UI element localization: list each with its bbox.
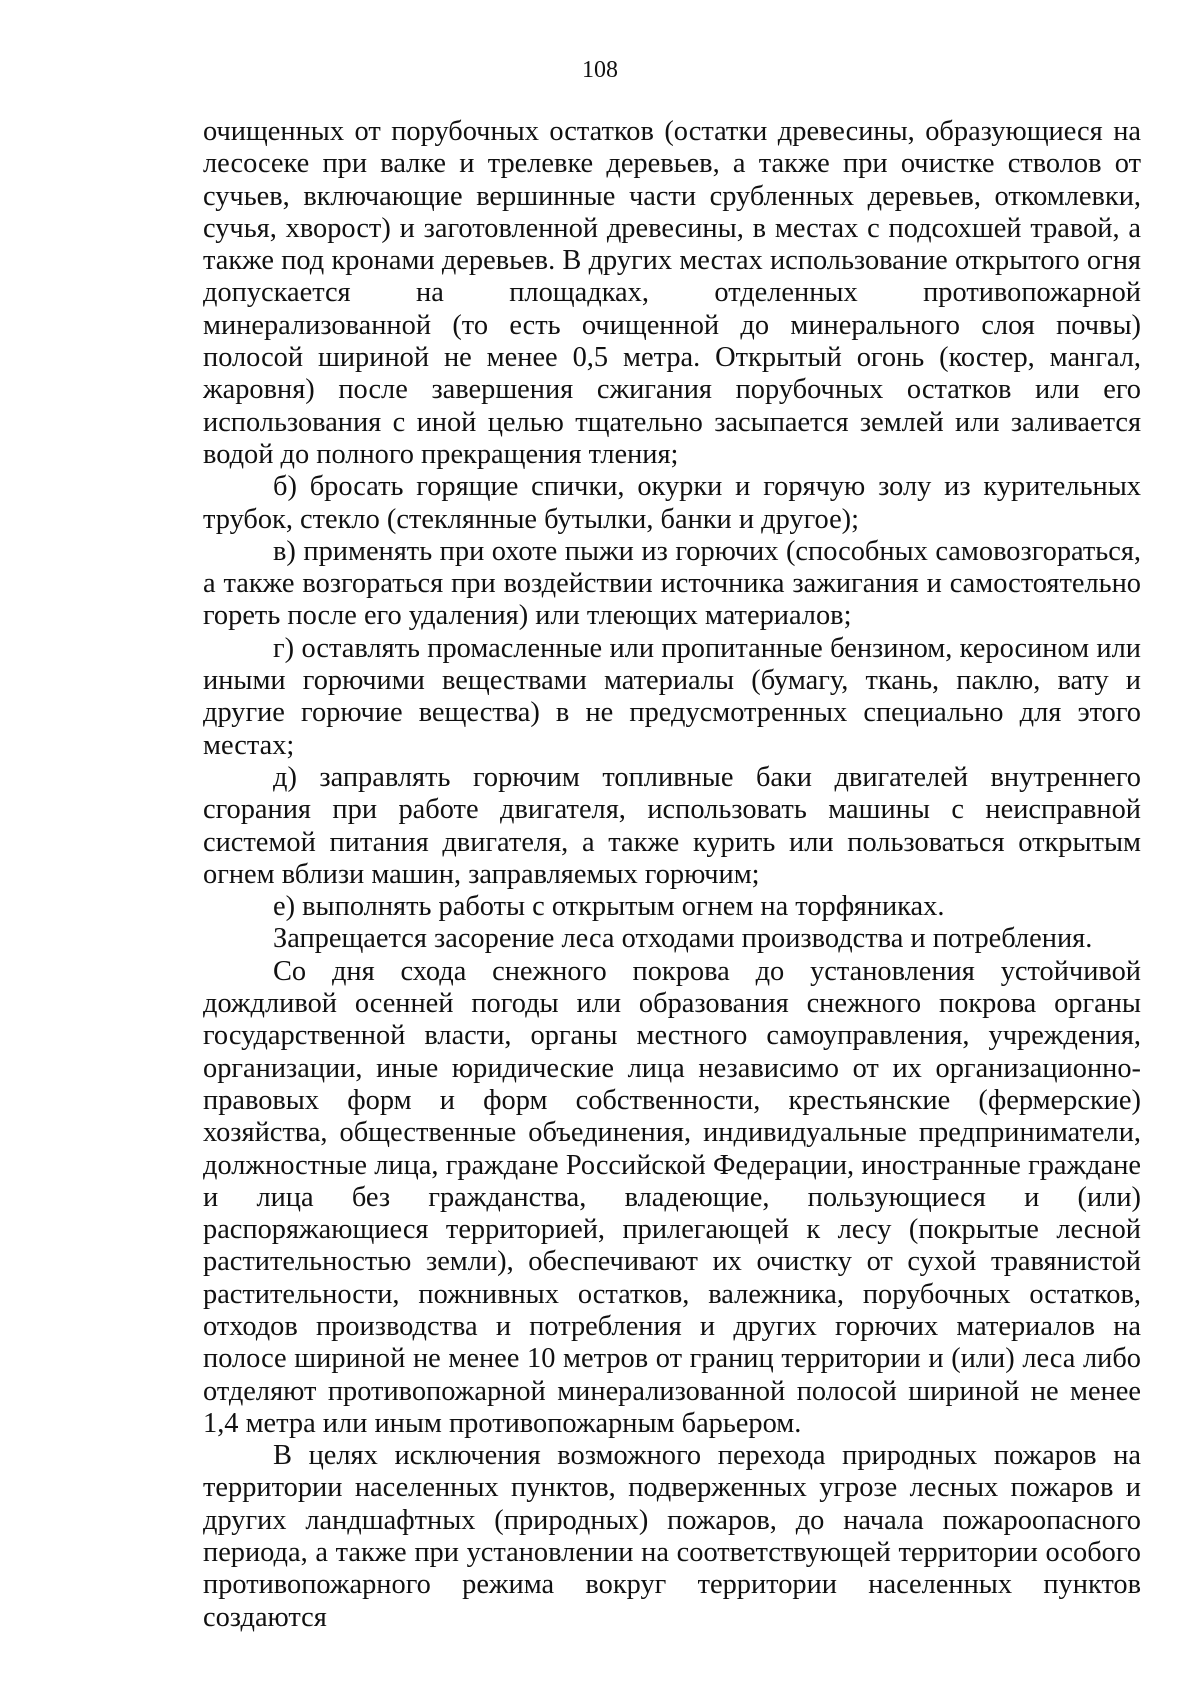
paragraph-item-e: е) выполнять работы с открытым огнем на торфяниках. — [273, 891, 945, 923]
paragraph-item-g: г) оставлять промасленные или пропитанные бензином, керосином или иными горючими веществами материалы (бумагу, ткань, паклю, вату и другие горючие вещества) в не предусмотренных специально для этого местах; — [203, 632, 1141, 761]
paragraph-fire-barriers: В целях исключения возможного перехода природных пожаров на территории населенных пунктов, подверженных угрозе лесных пожаров и других ландшафтных (природных) пожаров, до начала пожароопасного периода, а также при установлении на соответствующей территории особого противопожарного режима вокруг территории населенных пунктов создаются — [203, 1440, 1141, 1633]
paragraph-item-d: д) заправлять горючим топливные баки двигателей внутреннего сгорания при работе двигателя, использовать машины с неисправной системой питания двигателя, а также курить или пользоваться открытым огнем вблизи машин, заправляемых горючим; — [203, 761, 1141, 890]
document-body — [203, 116, 1141, 1634]
paragraph-littering-ban: Запрещается засорение леса отходами производства и потребления. — [273, 923, 1093, 955]
paragraph-item-v: в) применять при охоте пыжи из горючих (способных самовозгораться, а также возгораться при воздействии источника зажигания и самостоятельно гореть после его удаления) или тлеющих материалов; — [203, 535, 1141, 632]
paragraph-continuation: очищенных от порубочных остатков (остатки древесины, образующиеся на лесосеке при валке и трелевке деревьев, а также при очистке стволов от сучьев, включающие вершинные части срубленных деревьев, откомлевки, сучья, хворост) и заготовленной древесины, в местах с подсохшей травой, а также под кронами деревьев. В других местах использование открытого огня допускается на площадках, отделенных противопожарной минерализованной (то есть очищенной до минерального слоя почвы) полосой шириной не менее 0,5 метра. Открытый огонь (костер, мангал, жаровня) после завершения сжигания порубочных остатков или его использования с иной целью тщательно засыпается землей или заливается водой до полного прекращения тления; — [203, 116, 1141, 470]
page-number: 108 — [582, 57, 618, 83]
paragraph-item-b: б) бросать горящие спички, окурки и горячую золу из курительных трубок, стекло (стеклянные бутылки, банки и другое); — [203, 471, 1141, 535]
paragraph-cleaning-obligation: Со дня схода снежного покрова до установления устойчивой дождливой осенней погоды или образования снежного покрова органы государственной власти, органы местного самоуправления, учреждения, организации, иные юридические лица независимо от их организационно-правовых форм и форм собственности, крестьянские (фермерские) хозяйства, общественные объединения, индивидуальные предприниматели, должностные лица, граждане Российской Федерации, иностранные граждане и лица без гражданства, владеющие, пользующиеся и (или) распоряжающиеся территорией, прилегающей к лесу (покрытые лесной растительностью земли), обеспечивают их очистку от сухой травянистой растительности, пожнивных остатков, валежника, порубочных остатков, отходов производства и потребления и других горючих материалов на полосе шириной не менее 10 метров от границ территории и (или) леса либо отделяют противопожарной минерализованной полосой шириной не менее 1,4 метра или иным противопожарным барьером. — [203, 955, 1141, 1439]
